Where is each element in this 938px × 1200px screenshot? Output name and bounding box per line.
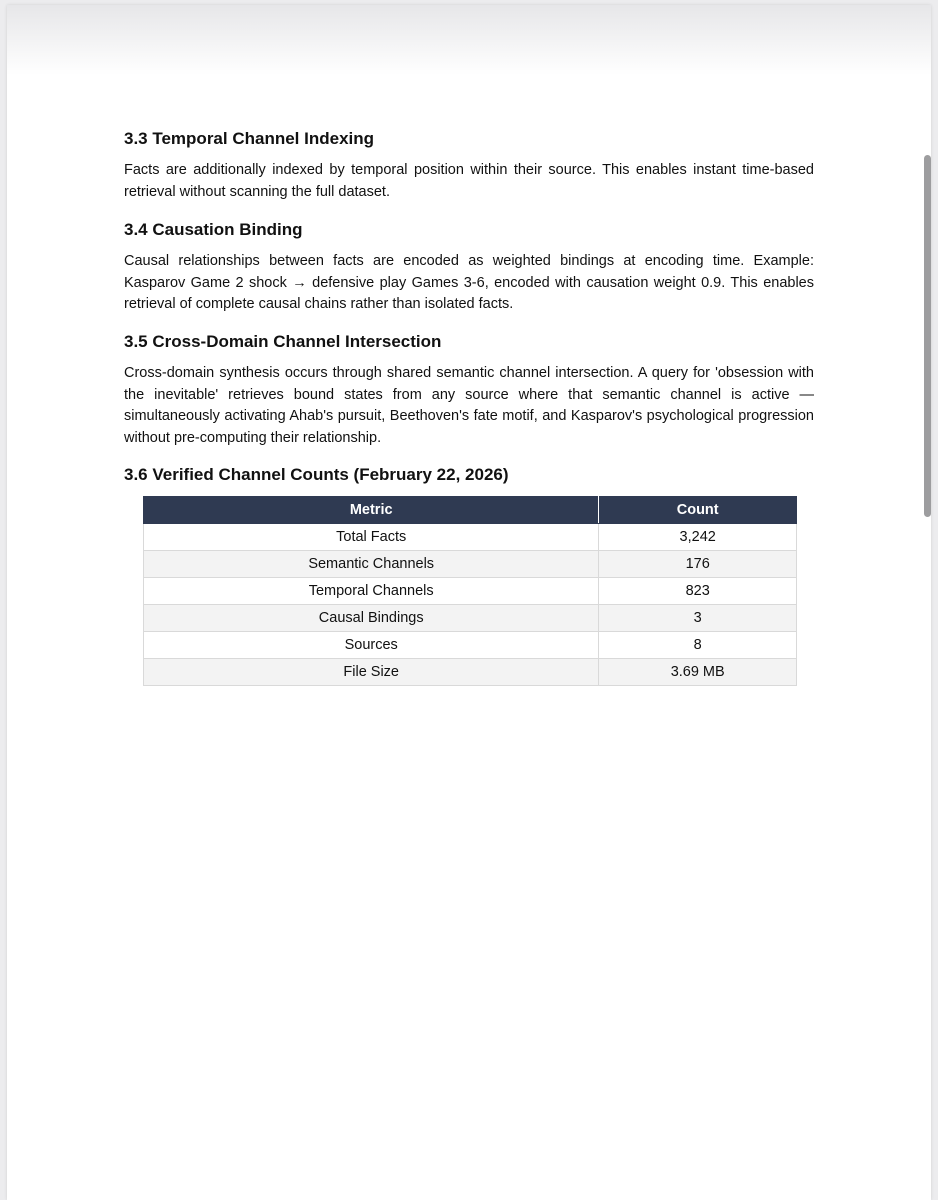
- section-body-3-3: Facts are additionally indexed by temporal position within their source. This enables instant time-based retrieval without scanning the full dataset.: [124, 162, 814, 200]
- table-row: [144, 659, 797, 686]
- metric-cell: Sources: [144, 632, 599, 659]
- section-heading-3-4: 3.4 Causation Binding: [124, 220, 303, 239]
- table-row: [144, 605, 797, 632]
- count-cell: 8: [599, 632, 797, 659]
- document-page: [7, 5, 931, 1200]
- column-header-count: Count: [599, 497, 797, 524]
- column-header-metric: Metric: [144, 497, 599, 524]
- section-heading-3-6: 3.6 Verified Channel Counts (February 22, 2026): [124, 465, 509, 484]
- metric-cell: Causal Bindings: [144, 605, 599, 632]
- count-cell: 176: [599, 551, 797, 578]
- channel-counts-table: [143, 496, 797, 686]
- metric-cell: File Size: [144, 659, 599, 686]
- section-heading-3-3: 3.3 Temporal Channel Indexing: [124, 129, 375, 148]
- table-row: [144, 578, 797, 605]
- metric-cell: Temporal Channels: [144, 578, 599, 605]
- section-body-3-5: Cross-domain synthesis occurs through shared semantic channel intersection. A query for 'obsession with the inevitable' retrieves bound states from any source where that semantic channel is active — simultaneously activating Ahab's pursuit, Beethoven's fate motif, and Kasparov's psychological progression without pre-computing their relationship.: [124, 365, 814, 447]
- vertical-scrollbar-thumb[interactable]: [924, 155, 931, 517]
- count-cell: 823: [599, 578, 797, 605]
- table-row: [144, 632, 797, 659]
- table-row: [144, 524, 797, 551]
- count-cell: 3: [599, 605, 797, 632]
- count-cell: 3,242: [599, 524, 797, 551]
- section-body-3-4: Causal relationships between facts are encoded as weighted bindings at encoding time. Example: Kasparov Game 2 shock → defensive play Games 3-6, encoded with causation weight 0.9. This enables retrieval of complete causal chains rather than isolated facts.: [124, 253, 814, 313]
- page-top-shadow: [7, 5, 931, 75]
- metric-cell: Total Facts: [144, 524, 599, 551]
- count-cell: 3.69 MB: [599, 659, 797, 686]
- table-row: [144, 551, 797, 578]
- table-header-row: [144, 497, 797, 524]
- section-heading-3-5: 3.5 Cross-Domain Channel Intersection: [124, 332, 442, 351]
- metric-cell: Semantic Channels: [144, 551, 599, 578]
